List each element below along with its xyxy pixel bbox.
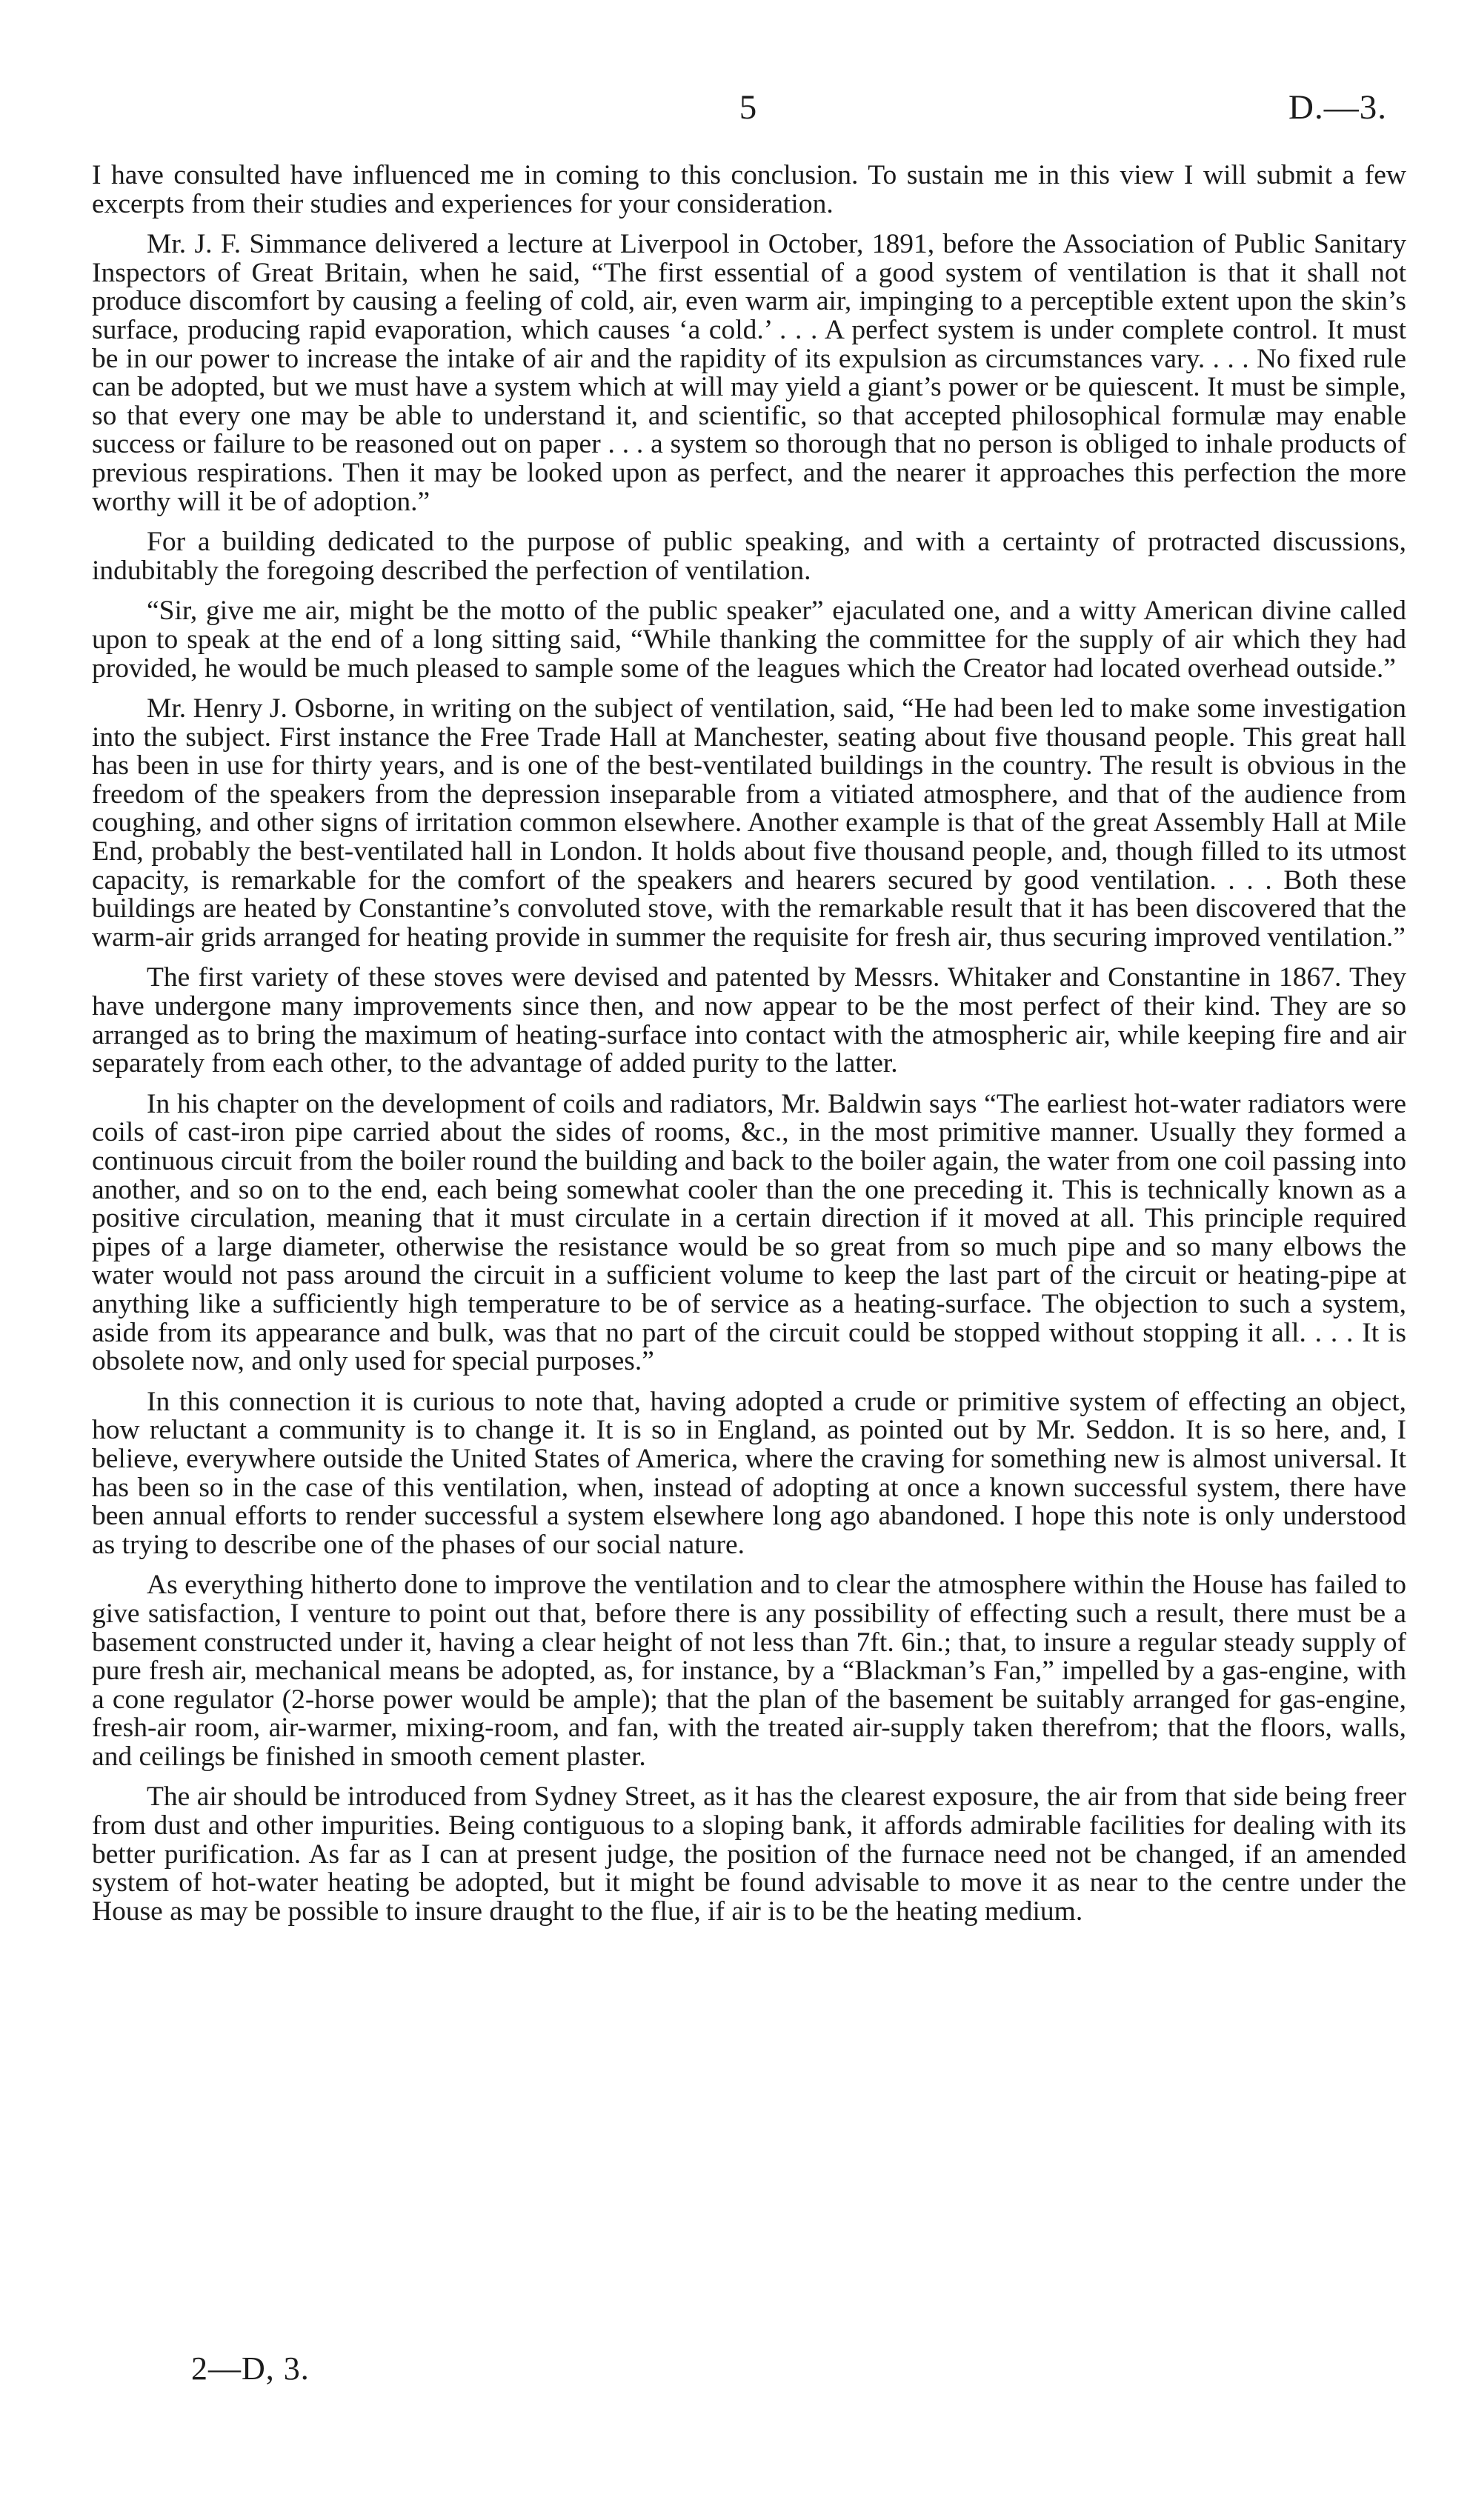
paragraph-baldwin: In his chapter on the development of coils and radiators, Mr. Baldwin says “The earliest hot-water radiators were coils of cast-iron pipe carried about the sides of rooms, &c., in the most primitive manner. Usually they formed a continuous circuit from the boiler round the building and back to the boiler again, the water from one coil passing into another, and so on to the end, each being somewhat cooler than the one preceding it. This is technically known as a positive circulation, meaning that it must circulate in a certain direction if it moved at all. This principle required pipes of a large diameter, otherwise the resistance would be so great from so much pipe and so many elbows the water would not pass around the circuit in a sufficient volume to keep the last part of the circuit or heating-pipe at anything like a sufficiently high temperature to be of service as a heating-surface. The objection to such a system, aside from its appearance and bulk, was that no part of the circuit could be stopped without stopping it all. . . . It is obsolete now, and only used for special purposes.”	[92, 1088, 1406, 1377]
body-text	[92, 161, 1406, 1938]
paragraph-continuation: I have consulted have influenced me in coming to this conclusion. To sustain me in this view I will submit a few excerpts from their studies and experiences for your consideration.	[92, 160, 1406, 219]
paragraph-stoves: The first variety of these stoves were devised and patented by Messrs. Whitaker and Constantine in 1867. They have undergone many improvements since then, and now appear to be the most perfect of their kind. They are so arranged as to bring the maximum of heating-surface into contact with the atmospheric air, while keeping fire and air separately from each other, to the advantage of added purity to the latter.	[92, 962, 1406, 1079]
paragraph-osborne: Mr. Henry J. Osborne, in writing on the subject of ventilation, said, “He had been led to make some investigation into the subject. First instance the Free Trade Hall at Manchester, seating about five thousand people. This great hall has been in use for thirty years, and is one of the best-ventilated buildings in the country. The result is obvious in the freedom of the speakers from the depression inseparable from a vitiated atmosphere, and that of the audience from coughing, and other signs of irritation common elsewhere. Another example is that of the great Assembly Hall at Mile End, probably the best-ventilated hall in London. It holds about five thousand people, and, though filled to its utmost capacity, is remarkable for the comfort of the speakers and hearers secured by good ventilation. . . . Both these buildings are heated by Constantine’s convoluted stove, with the remarkable result that it has been discovered that the warm-air grids arranged for heating provide in summer the requisite for fresh air, thus securing improved ventilation.”	[92, 693, 1406, 953]
paragraph-connection: In this connection it is curious to note that, having adopted a crude or primitive system of effecting an object, how reluctant a community is to change it. It is so in England, as pointed out by Mr. Seddon. It is so here, and, I believe, everywhere outside the United States of America, where the craving for something new is almost universal. It has been so in the case of this ventilation, when, instead of adopting at once a known successful system, there have been annual efforts to render successful a system elsewhere long ago abandoned. I hope this note is only understood as trying to describe one of the phases of our social nature.	[92, 1386, 1406, 1560]
paragraph-give-me-air: “Sir, give me air, might be the motto of the public speaker” ejaculated one, and a witty American divine called upon to speak at the end of a long sitting said, “While thanking the committee for the supply of air which they had provided, he would be much pleased to sample some of the leagues which the Creator had located overhead outside.”	[92, 596, 1406, 684]
paragraph-basement-proposal: As everything hitherto done to improve the ventilation and to clear the atmosphere within the House has failed to give satisfaction, I venture to point out that, before there is any possibility of effecting such a result, there must be a basement constructed under it, having a clear height of not less than 7ft. 6in.; that, to insure a regular steady supply of pure fresh air, mechanical means be adopted, as, for instance, by a “Blackman’s Fan,” impelled by a gas-engine, with a cone regulator (2-horse power would be ample); that the plan of the basement be suitably arranged for gas-engine, fresh-air room, air-warmer, mixing-room, and fan, with the treated air-supply taken therefrom; that the floors, walls, and ceilings be finished in smooth cement plaster.	[92, 1570, 1406, 1772]
paragraph-sydney-street: The air should be introduced from Sydney Street, as it has the clearest exposure, the air from that side being freer from dust and other impurities. Being contiguous to a sloping bank, it affords admirable facilities for dealing with its better purification. As far as I can at present judge, the position of the furnace need not be changed, if an amended system of hot-water heating be adopted, but it might be found advisable to move it as near to the centre under the House as may be possible to insure draught to the flue, if air is to be the heating medium.	[92, 1781, 1406, 1927]
signature-mark: 2—D, 3.	[191, 2350, 310, 2387]
paragraph-simmance-lecture: Mr. J. F. Simmance delivered a lecture at Liverpool in October, 1891, before the Association of Public Sanitary Inspectors of Great Britain, when he said, “The first essential of a good system of ventilation is that it shall not produce discomfort by causing a feeling of cold, air, even warm air, impinging to a perceptible extent upon the skin’s surface, producing rapid evaporation, which causes ‘a cold.’ . . . A perfect system is under complete control. It must be in our power to increase the intake of air and the rapidity of its expulsion as circumstances vary. . . . No fixed rule can be adopted, but we must have a system which at will may yield a giant’s power or be quiescent. It must be simple, so that every one may be able to understand it, and scientific, so that accepted philosophical formulæ may enable success or failure to be reasoned out on paper . . . a system so thorough that no person is obliged to inhale products of previous respirations. Then it may be looked upon as perfect, and the nearer it approaches this perfection the more worthy will it be of adoption.”	[92, 229, 1406, 517]
paragraph-public-speaking: For a building dedicated to the purpose of public speaking, and with a certainty of protracted discussions, indubitably the foregoing described the perfection of ventilation.	[92, 527, 1406, 586]
document-reference: D.—3.	[1288, 88, 1387, 127]
page-number: 5	[739, 88, 758, 127]
